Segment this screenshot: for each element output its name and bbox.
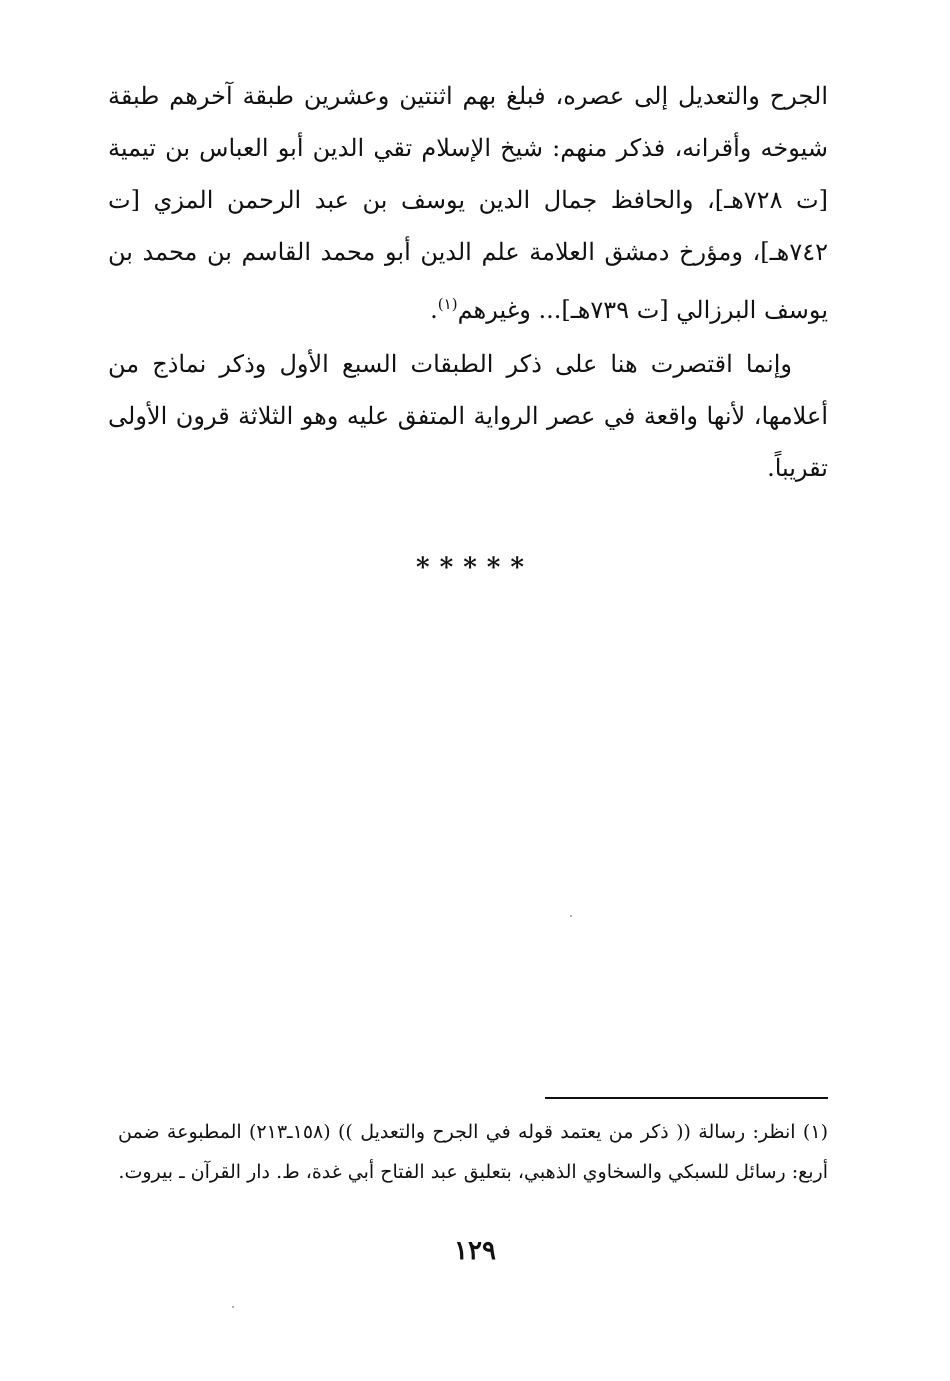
paragraph-text: الجرح والتعديل إلى عصره، فبلغ بهم اثنتين وعشرين طبقة آخرهم طبقة شيوخه وأقرانه، فذكر منهم: شيخ الإسلام تقي الدين أبو العباس بن تيمية [ت ٧٢٨هـ]، والحافظ جمال الدين يوسف بن عبد الرحمن المزي [ت ٧٤٢هـ]، ومؤرخ دمشق العلامة علم الدين أبو محمد القاسم بن محمد بن يوسف البرزالي [ت ٧٣٩هـ]... وغيرهم (108, 82, 828, 324)
body-paragraph (108, 338, 828, 494)
footnote (118, 1112, 828, 1192)
scan-speck (570, 915, 572, 917)
paragraph-end-mark: . (430, 296, 438, 324)
page-number: ١٢٩ (454, 1236, 496, 1266)
footnote-marker: (١) (802, 1121, 828, 1143)
scan-speck (232, 1306, 234, 1308)
footnote-reference: (١) (437, 295, 458, 313)
footnote-divider (545, 1097, 828, 1099)
paragraph-text: وإنما اقتصرت هنا على ذكر الطبقات السبع الأول وذكر نماذج من أعلامها، لأنها واقعة في عصر الرواية المتفق عليه وهو الثلاثة قرون الأولى تقريباً. (108, 350, 828, 482)
body-paragraph (108, 70, 828, 336)
footnote-text: انظر: رسالة (( ذكر من يعتمد قوله في الجرح والتعديل )) (١٥٨ـ٢١٣) المطبوعة ضمن أربع: رسائل للسبكي والسخاوي الذهبي، بتعليق عبد الفتاح أبي غدة، ط. دار القرآن ـ بيروت. (118, 1121, 828, 1183)
section-separator: ***** (416, 553, 534, 583)
